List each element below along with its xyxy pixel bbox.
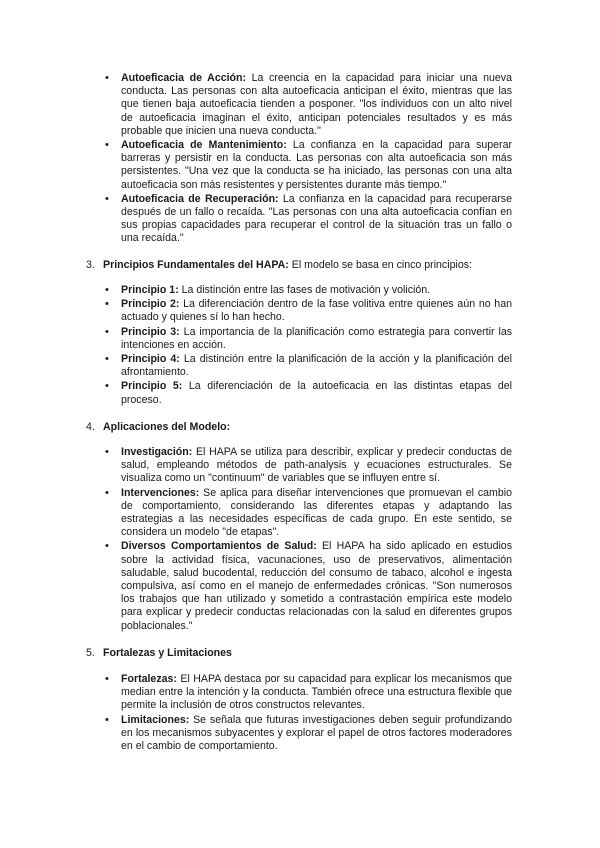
list-item	[121, 487, 512, 540]
list-item	[121, 72, 512, 138]
principles-list	[121, 284, 512, 408]
list-item-term: Diversos Comportamientos de Salud:	[121, 540, 317, 553]
list-item-term: Fortalezas:	[121, 673, 177, 685]
section-number: 3.	[86, 259, 95, 271]
list-item	[121, 193, 512, 246]
section-heading-applications	[86, 421, 230, 434]
list-item	[121, 139, 512, 192]
section-number: 5.	[86, 647, 95, 659]
list-item-term: Intervenciones:	[121, 486, 200, 499]
list-item	[121, 673, 512, 713]
list-item-text: La diferenciación dentro de la fase volitiva entre quienes aún no han actuado y quienes sí lo han hecho.	[121, 298, 512, 324]
list-item-text: La diferenciación de la autoeficacia en las distintas etapas del proceso.	[121, 380, 512, 406]
list-item	[121, 353, 512, 379]
list-item-text: El HAPA destaca por su capacidad para explicar los mecanismos que median entre la intención y la conducta. También ofrece una estructura flexible que permite la inclusión de otros constructos relevantes.	[121, 673, 512, 712]
list-item	[121, 540, 512, 632]
list-item-term: Principio 5:	[121, 380, 183, 393]
list-item	[121, 714, 512, 754]
list-item-term: Principio 4:	[121, 353, 180, 366]
list-item-term: Principio 2:	[121, 298, 180, 311]
section-title: Fortalezas y Limitaciones	[103, 647, 232, 659]
list-item-term: Investigación:	[121, 446, 193, 458]
section-text: El modelo se basa en cinco principios:	[288, 259, 472, 271]
list-item-term: Autoeficacia de Recuperación:	[121, 192, 279, 205]
list-item-text: Se señala que futuras investigaciones deben seguir profundizando en los mecanismos subyacentes y explorar el papel de otros factores moderadores en el cambio de comportamiento.	[121, 713, 512, 753]
list-item-text: La importancia de la planificación como estrategia para convertir las intenciones en acción.	[121, 325, 513, 351]
list-item-term: Autoeficacia de Mantenimiento:	[121, 139, 287, 152]
list-item-text: La creencia en la capacidad para iniciar una nueva conducta. Las personas con alta autoeficacia anticipan el éxito, mientras que las que tienen baja autoeficacia tienden a posponer. "los individuos con un alto nivel de autoeficacia imaginan el éxito, anticipan potenciales resultados y es más probable que inicien una nueva conducta."	[121, 72, 512, 137]
list-item-term: Autoeficacia de Acción:	[121, 72, 247, 84]
section-title: Principios Fundamentales del HAPA:	[103, 259, 289, 271]
self-efficacy-list	[121, 72, 512, 247]
section-title: Aplicaciones del Modelo:	[103, 421, 231, 433]
list-item-text: La confianza en la capacidad para superar barreras y persistir en la conducta. Las personas con alta autoeficacia son más persistentes. "Una vez que la conducta se ha iniciado, las personas con una alta autoeficacia son más resistentes y persistentes durante más tiempo."	[121, 139, 512, 191]
list-item-term: Limitaciones:	[121, 713, 190, 726]
section-heading-strengths	[86, 647, 232, 660]
list-item-text: Se aplica para diseñar intervenciones que promuevan el cambio de comportamiento, considerando las diferentes etapas y adaptando las estrategias a las necesidades específicas de cada grupo. En este sentido, se considera un modelo "de etapas".	[121, 486, 512, 539]
list-item-text: La distinción entre la planificación de la acción y la planificación del afrontamiento.	[121, 353, 513, 379]
list-item-text: El HAPA se utiliza para describir, explicar y predecir conductas de salud, empleando métodos de path-analysis y ecuaciones estructurales. Se visualiza como un "continuum" de variables que se influyen entre sí.	[121, 446, 512, 485]
list-item-text: El HAPA ha sido aplicado en estudios sobre la actividad física, vacunaciones, uso de preservativos, alimentación saludable, salud bucodental, reducción del consumo de tabaco, alcohol e ingesta compulsiva, así como en el manejo de enfermedades crónicas. "Son numerosos los trabajos que han utilizado y sometido a contrastación empírica este modelo para explicar y predecir conductas relacionadas con la salud en diferentes grupos poblacionales."	[121, 540, 512, 632]
strengths-list	[121, 673, 512, 754]
list-item	[121, 446, 512, 486]
list-item	[121, 380, 512, 406]
list-item-term: Principio 3:	[121, 325, 180, 338]
list-item-term: Principio 1:	[121, 284, 179, 296]
list-item	[121, 284, 512, 297]
list-item-text: La distinción entre las fases de motivación y volición.	[178, 284, 431, 296]
section-number: 4.	[86, 421, 95, 433]
list-item-text: La confianza en la capacidad para recuperarse después de un fallo o recaída. "Las personas con una alta autoeficacia confían en sus propias capacidades para recuperar el control de la situación tras un fallo o una recaída."	[121, 192, 512, 245]
section-heading-principles	[86, 259, 472, 272]
list-item	[121, 298, 512, 324]
applications-list	[121, 446, 512, 634]
list-item	[121, 326, 512, 352]
